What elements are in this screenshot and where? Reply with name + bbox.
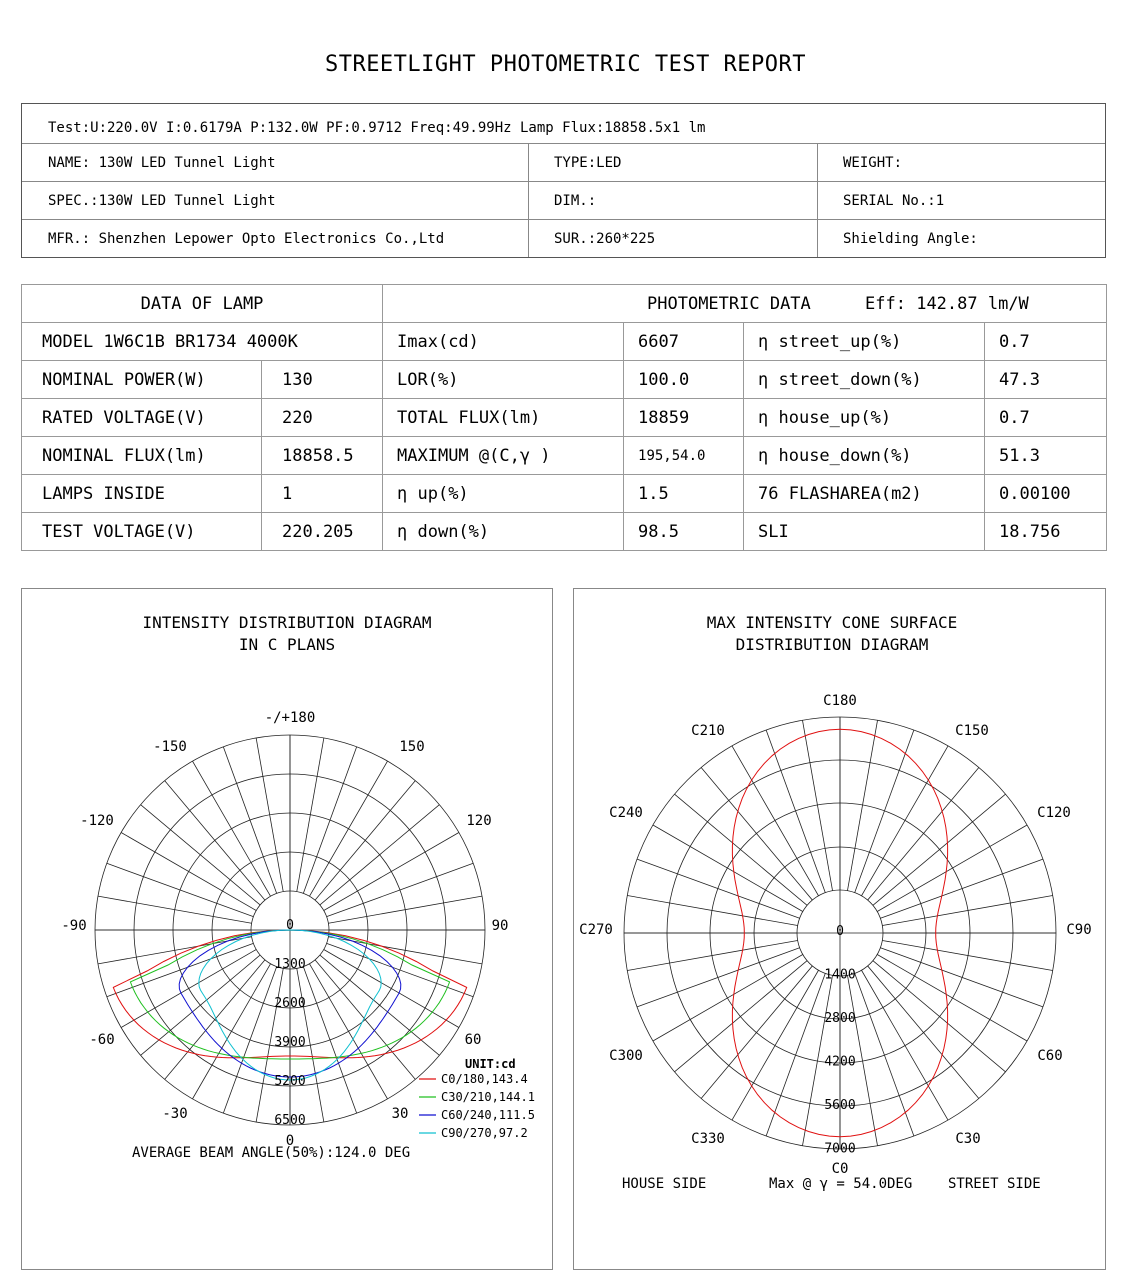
test-line: Test:U:220.0V I:0.6179A P:132.0W PF:0.9712 Freq:49.99Hz Lamp Flux:18858.5x1 lm <box>48 120 706 136</box>
right-diagram-title-2: DISTRIBUTION DIAGRAM <box>735 635 929 654</box>
photo-value: 18.756 <box>985 513 1107 551</box>
cone-radial-label: 4200 <box>824 1054 856 1070</box>
cone-radial-line <box>880 859 1043 918</box>
angle-label: 120 <box>466 813 492 829</box>
cone-polar-diagram <box>574 589 1105 1269</box>
cone-angle-label: C30 <box>955 1131 981 1147</box>
cone-radial-line <box>637 948 800 1007</box>
cone-radial-label: 5600 <box>824 1098 856 1113</box>
angle-label: 150 <box>399 739 425 755</box>
table-header-row <box>22 285 1107 323</box>
test-info-box <box>21 103 1106 258</box>
angle-label: 60 <box>464 1032 482 1048</box>
radial-label: 1300 <box>274 957 306 972</box>
photo-label: η house_up(%) <box>744 399 985 437</box>
report-title: STREETLIGHT PHOTOMETRIC TEST REPORT <box>324 52 807 77</box>
cone-radial-line <box>653 955 803 1042</box>
cone-radial-line <box>732 746 819 896</box>
cone-radial-label: 1400 <box>824 967 856 983</box>
angle-label: -/+180 <box>264 710 316 726</box>
cone-radial-line <box>855 973 914 1136</box>
cone-angle-label: C210 <box>691 723 725 739</box>
radial-label: 6500 <box>274 1113 306 1128</box>
cone-angle-label: C120 <box>1037 805 1071 821</box>
photo-value: 0.7 <box>985 399 1107 437</box>
cone-radial-line <box>732 970 819 1120</box>
type-field: TYPE:LED <box>554 155 622 171</box>
cone-radial-label: 7000 <box>824 1141 856 1157</box>
cone-radial-line <box>855 730 914 893</box>
photo-value: 51.3 <box>985 437 1107 475</box>
efficiency-value: Eff: 142.87 lm/W <box>865 293 1029 314</box>
photo-value: 195,54.0 <box>624 437 744 475</box>
cone-radial-line <box>627 895 797 925</box>
photo-value: 0.00100 <box>985 475 1107 513</box>
cone-angle-label: C240 <box>609 805 643 821</box>
info-row-divider <box>22 143 1105 144</box>
table-row <box>22 513 1107 551</box>
photo-value: 6607 <box>624 323 744 361</box>
cone-radial-line <box>637 859 800 918</box>
dim-field: DIM.: <box>554 193 597 209</box>
radial-label: 5200 <box>274 1074 306 1089</box>
info-row-divider <box>22 219 1105 220</box>
photo-value: 0.7 <box>985 323 1107 361</box>
photo-label: Imax(cd) <box>383 323 624 361</box>
intensity-distribution-panel <box>21 588 553 1270</box>
serial-field: SERIAL No.:1 <box>843 193 945 209</box>
photo-label: η up(%) <box>383 475 624 513</box>
angle-label: -90 <box>61 918 87 934</box>
street-side-label: STREET SIDE <box>948 1176 1041 1192</box>
cone-radial-line <box>880 948 1043 1007</box>
cone-radial-line <box>877 825 1027 912</box>
angle-label: -120 <box>80 813 114 829</box>
cone-radial-line <box>766 973 825 1136</box>
max-gamma-label: Max @ γ = 54.0DEG <box>769 1176 913 1192</box>
info-col-divider <box>528 143 529 257</box>
sur-field: SUR.:260*225 <box>554 231 656 247</box>
beam-angle-label: AVERAGE BEAM ANGLE(50%):124.0 DEG <box>132 1145 411 1161</box>
table-row <box>22 361 1107 399</box>
angle-label: -30 <box>162 1106 188 1122</box>
photo-label: TOTAL FLUX(lm) <box>383 399 624 437</box>
cone-radial-line <box>675 794 808 905</box>
photo-label: η street_up(%) <box>744 323 985 361</box>
name-field: NAME: 130W LED Tunnel Light <box>48 155 276 171</box>
cone-radial-line <box>701 768 812 901</box>
table-row <box>22 399 1107 437</box>
house-side-label: HOUSE SIDE <box>622 1176 707 1192</box>
cone-radial-line <box>701 966 812 1099</box>
lamp-value: 220.205 <box>262 513 383 551</box>
photo-value: 1.5 <box>624 475 744 513</box>
legend-label: C0/180,143.4 <box>441 1072 528 1086</box>
lamp-data-header: DATA OF LAMP <box>22 285 383 323</box>
model-cell: MODEL 1W6C1B BR1734 4000K <box>22 323 383 361</box>
cone-radial-line <box>882 895 1052 925</box>
legend-label: C30/210,144.1 <box>441 1090 535 1104</box>
cone-radial-line <box>868 768 979 901</box>
unit-label: UNIT:cd <box>465 1057 516 1071</box>
cone-radial-line <box>862 746 949 896</box>
radial-label: 3900 <box>274 1035 306 1050</box>
lamp-label: NOMINAL FLUX(lm) <box>22 437 262 475</box>
photo-value: 100.0 <box>624 361 744 399</box>
shielding-field: Shielding Angle: <box>843 231 978 247</box>
mfr-field: MFR.: Shenzhen Lepower Opto Electronics Co.,Ltd <box>48 231 445 247</box>
spec-field: SPEC.:130W LED Tunnel Light <box>48 193 276 209</box>
cone-radial-line <box>766 730 825 893</box>
weight-field: WEIGHT: <box>843 155 903 171</box>
table-row <box>22 437 1107 475</box>
lamp-label: NOMINAL POWER(W) <box>22 361 262 399</box>
photometric-header-label: PHOTOMETRIC DATA <box>647 293 811 314</box>
photo-value: 47.3 <box>985 361 1107 399</box>
photo-value: 98.5 <box>624 513 744 551</box>
angle-label: 90 <box>491 918 509 934</box>
cone-angle-label: C60 <box>1037 1048 1063 1064</box>
right-diagram-title-1: MAX INTENSITY CONE SURFACE <box>706 613 958 632</box>
legend-label: C90/270,97.2 <box>441 1126 528 1140</box>
lamp-label: TEST VOLTAGE(V) <box>22 513 262 551</box>
intensity-polar-diagram <box>22 589 552 1269</box>
lamp-value: 130 <box>262 361 383 399</box>
cone-radial-line <box>627 940 797 970</box>
photo-label: η house_down(%) <box>744 437 985 475</box>
cone-radial-line <box>877 955 1027 1042</box>
cone-radial-line <box>847 720 877 890</box>
cone-angle-label: C300 <box>609 1048 643 1064</box>
lamp-value: 18858.5 <box>262 437 383 475</box>
photo-label: 76 FLASHAREA(m2) <box>744 475 985 513</box>
angle-label: -150 <box>153 739 187 755</box>
photo-label: η street_down(%) <box>744 361 985 399</box>
cone-radial-line <box>802 720 832 890</box>
angle-label: -60 <box>89 1032 115 1048</box>
cone-radial-label: 0 <box>836 924 844 939</box>
cone-radial-line <box>873 794 1006 905</box>
lamp-label: RATED VOLTAGE(V) <box>22 399 262 437</box>
cone-radial-line <box>653 825 803 912</box>
angle-label: 30 <box>391 1106 409 1122</box>
radial-label: 0 <box>286 918 294 933</box>
cone-angle-label: C150 <box>955 723 989 739</box>
cone-radial-line <box>882 940 1052 970</box>
photometric-header <box>383 285 1107 323</box>
cone-radial-line <box>675 961 808 1072</box>
cone-angle-label: C270 <box>579 922 613 938</box>
cone-radial-line <box>868 966 979 1099</box>
radial-label: 2600 <box>274 996 306 1011</box>
left-diagram-title-1: INTENSITY DISTRIBUTION DIAGRAM <box>142 613 432 632</box>
left-diagram-title-2: IN C PLANS <box>238 635 336 654</box>
photo-label: SLI <box>744 513 985 551</box>
cone-radial-label: 2800 <box>824 1011 856 1026</box>
cone-angle-label: C0 <box>831 1161 849 1177</box>
angle-label: 0 <box>285 1133 295 1149</box>
table-row <box>22 475 1107 513</box>
lamp-value: 220 <box>262 399 383 437</box>
cone-radial-line <box>873 961 1006 1072</box>
photo-label: MAXIMUM @(C,γ ) <box>383 437 624 475</box>
info-col-divider <box>817 143 818 257</box>
legend-label: C60/240,111.5 <box>441 1108 535 1122</box>
cone-radial-line <box>862 970 949 1120</box>
lamp-label: LAMPS INSIDE <box>22 475 262 513</box>
photo-label: η down(%) <box>383 513 624 551</box>
photo-value: 18859 <box>624 399 744 437</box>
photo-label: LOR(%) <box>383 361 624 399</box>
info-row-divider <box>22 181 1105 182</box>
cone-surface-panel <box>573 588 1106 1270</box>
table-row <box>22 323 1107 361</box>
cone-angle-label: C330 <box>691 1131 725 1147</box>
lamp-value: 1 <box>262 475 383 513</box>
photometric-data-table <box>21 284 1107 551</box>
cone-angle-label: C180 <box>823 693 857 709</box>
cone-angle-label: C90 <box>1066 922 1092 938</box>
